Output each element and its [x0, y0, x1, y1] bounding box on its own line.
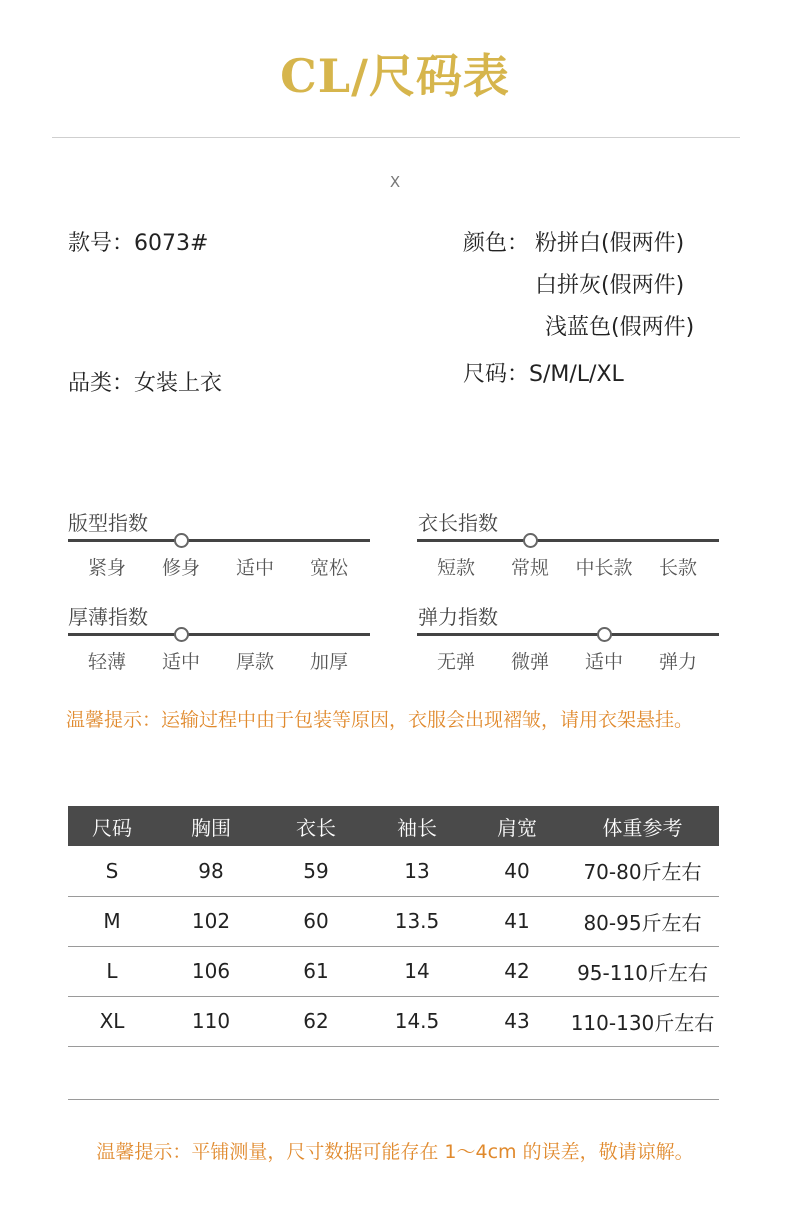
scale-option: 适中 — [584, 651, 623, 673]
scale-option: 加厚 — [309, 651, 348, 673]
table-header: 胸围 — [156, 806, 266, 846]
scale-knob-fit — [174, 533, 189, 548]
table-cell: M — [68, 896, 156, 946]
scale-knob-elasticity — [597, 627, 612, 642]
table-header: 尺码 — [68, 806, 156, 846]
scale-option: 短款 — [436, 557, 475, 579]
table-cell: 42 — [468, 946, 566, 996]
scale-option: 无弹 — [436, 651, 475, 673]
table-cell: 62 — [266, 996, 366, 1046]
table-row — [68, 946, 719, 996]
table-cell: 102 — [156, 896, 266, 946]
table-cell: 60 — [266, 896, 366, 946]
table-cell: 70-80斤左右 — [566, 846, 719, 896]
table-cell: 13 — [366, 846, 468, 896]
table-cell: 43 — [468, 996, 566, 1046]
table-cell: 59 — [266, 846, 366, 896]
title-divider — [52, 137, 740, 138]
table-header: 肩宽 — [468, 806, 566, 846]
table-row — [68, 996, 719, 1046]
scale-option: 微弹 — [510, 651, 549, 673]
color-option-1: 粉拼白(假两件) — [535, 231, 685, 256]
close-icon[interactable]: X — [389, 173, 401, 191]
scale-option: 长款 — [658, 557, 697, 579]
scale-label-thickness: 厚薄指数 — [68, 605, 148, 629]
category: 品类：女装上衣 — [68, 371, 223, 396]
scale-label-fit: 版型指数 — [68, 511, 148, 535]
table-cell: 98 — [156, 846, 266, 896]
table-cell: 95-110斤左右 — [566, 946, 719, 996]
table-header-row — [68, 806, 719, 846]
table-cell: 106 — [156, 946, 266, 996]
table-cell: 13.5 — [366, 896, 468, 946]
scale-option: 适中 — [235, 557, 274, 579]
style-number: 款号：6073# — [68, 231, 209, 256]
table-header: 体重参考 — [566, 806, 719, 846]
scale-option: 紧身 — [87, 557, 126, 579]
scale-track-elasticity — [417, 633, 719, 636]
table-cell: S — [68, 846, 156, 896]
table-cell: 80-95斤左右 — [566, 896, 719, 946]
scale-option: 常规 — [510, 557, 549, 579]
table-header: 衣长 — [266, 806, 366, 846]
table-cell: 110-130斤左右 — [566, 996, 719, 1046]
scale-track-thickness — [68, 633, 370, 636]
table-cell: 14 — [366, 946, 468, 996]
table-cell: 41 — [468, 896, 566, 946]
scale-label-elasticity: 弹力指数 — [418, 605, 498, 629]
page-title: CL/尺码表 — [280, 49, 510, 103]
scale-track-fit — [68, 539, 370, 542]
scale-option: 轻薄 — [87, 651, 126, 673]
color-option-2: 白拼灰(假两件) — [535, 273, 685, 298]
bottom-divider — [68, 1099, 719, 1100]
measurement-tip: 温馨提示：平铺测量，尺寸数据可能存在 1～4cm 的误差，敬请谅解。 — [96, 1141, 694, 1163]
table-row — [68, 896, 719, 946]
size-list: 尺码：S/M/L/XL — [463, 362, 624, 387]
table-cell: L — [68, 946, 156, 996]
scale-option: 宽松 — [309, 557, 348, 579]
scale-label-length: 衣长指数 — [418, 511, 498, 535]
scale-option: 修身 — [161, 557, 200, 579]
table-row — [68, 846, 719, 896]
size-table — [68, 806, 719, 1047]
scale-knob-length — [523, 533, 538, 548]
color-option-3: 浅蓝色(假两件) — [545, 315, 695, 340]
table-cell: XL — [68, 996, 156, 1046]
color-label: 颜色： — [463, 231, 530, 256]
table-cell: 61 — [266, 946, 366, 996]
scale-option: 适中 — [161, 651, 200, 673]
shipping-tip: 温馨提示：运输过程中由于包装等原因，衣服会出现褶皱，请用衣架悬挂。 — [66, 709, 694, 731]
scale-option: 弹力 — [658, 651, 697, 673]
table-cell: 40 — [468, 846, 566, 896]
scale-option: 中长款 — [575, 557, 633, 579]
scale-knob-thickness — [174, 627, 189, 642]
table-cell: 110 — [156, 996, 266, 1046]
table-cell: 14.5 — [366, 996, 468, 1046]
scale-option: 厚款 — [235, 651, 274, 673]
scale-track-length — [417, 539, 719, 542]
table-header: 袖长 — [366, 806, 468, 846]
